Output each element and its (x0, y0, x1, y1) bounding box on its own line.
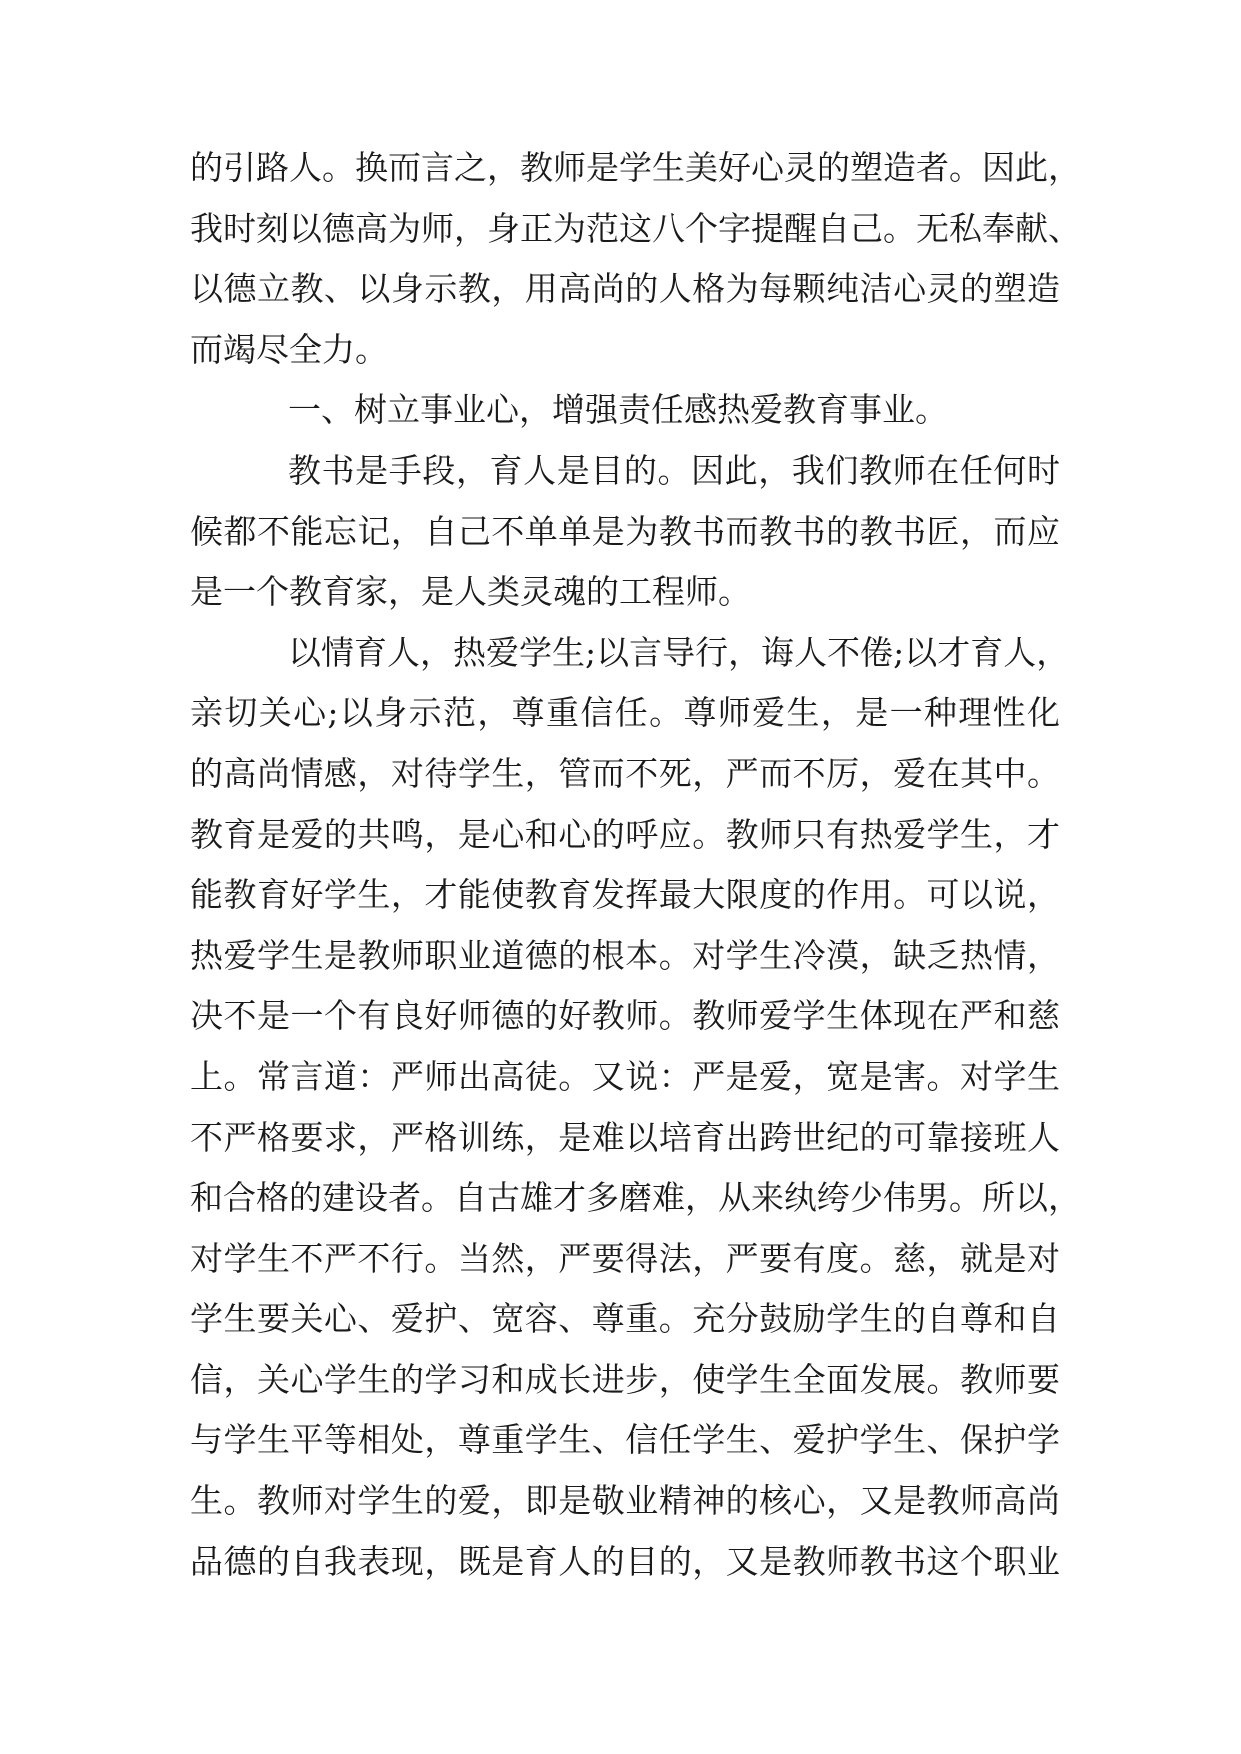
text-line: 上。常言道：严师出高徒。又说：严是爱，宽是害。对学生 (190, 1056, 1060, 1096)
document-body (190, 138, 1081, 1592)
text-line: 以情育人，热爱学生;以言导行，诲人不倦;以才育人， (288, 632, 1070, 672)
text-line: 的引路人。换而言之，教师是学生美好心灵的塑造者。因此， (190, 148, 1081, 187)
text-line: 学生要关心、爱护、宽容、尊重。充分鼓励学生的自尊和自 (190, 1299, 1060, 1339)
text-line: 品德的自我表现，既是育人的目的，又是教师教书这个职业 (190, 1541, 1060, 1581)
text-line: 对学生不严不行。当然，严要得法，严要有度。慈，就是对 (190, 1238, 1060, 1278)
text-line: 不严格要求，严格训练，是难以培育出跨世纪的可靠接班人 (190, 1117, 1060, 1157)
text-line: 的高尚情感，对待学生，管而不死，严而不厉，爱在其中。 (190, 753, 1060, 793)
text-line: 是一个教育家，是人类灵魂的工程师。 (190, 572, 751, 612)
text-line: 能教育好学生，才能使教育发挥最大限度的作用。可以说， (190, 875, 1060, 915)
text-line: 以德立教、以身示教，用高尚的人格为每颗纯洁心灵的塑造 (190, 269, 1060, 309)
text-line: 候都不能忘记，自己不单单是为教书而教书的教书匠，而应 (190, 511, 1060, 551)
text-line: 与学生平等相处，尊重学生、信任学生、爱护学生、保护学 (190, 1420, 1060, 1460)
text-line: 生。教师对学生的爱，即是敬业精神的核心，又是教师高尚 (190, 1481, 1060, 1521)
text-line: 我时刻以德高为师，身正为范这八个字提醒自己。无私奉献、 (190, 208, 1081, 248)
text-line: 和合格的建设者。自古雄才多磨难，从来纨绔少伟男。所以， (190, 1178, 1081, 1218)
text-line: 一、树立事业心，增强责任感热爱教育事业。 (288, 390, 948, 430)
text-line: 而竭尽全力。 (190, 329, 388, 369)
text-line: 教育是爱的共鸣，是心和心的呼应。教师只有热爱学生，才 (190, 814, 1060, 854)
text-line: 决不是一个有良好师德的好教师。教师爱学生体现在严和慈 (190, 996, 1060, 1036)
text-line: 信，关心学生的学习和成长进步，使学生全面发展。教师要 (190, 1359, 1060, 1399)
text-line: 教书是手段，育人是目的。因此，我们教师在任何时 (288, 450, 1060, 490)
text-line: 亲切关心;以身示范，尊重信任。尊师爱生，是一种理性化 (190, 693, 1060, 733)
text-line: 热爱学生是教师职业道德的根本。对学生冷漠，缺乏热情， (190, 935, 1060, 975)
